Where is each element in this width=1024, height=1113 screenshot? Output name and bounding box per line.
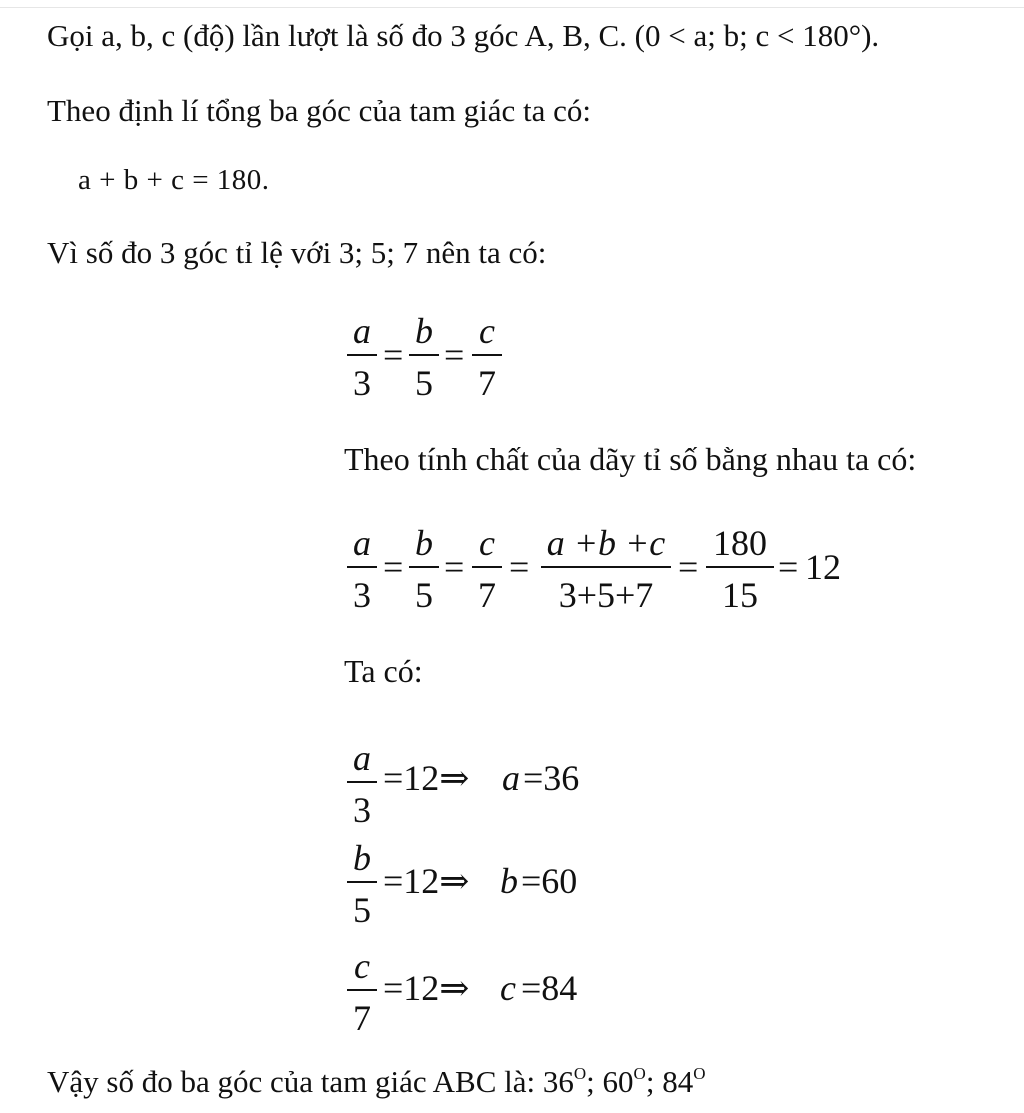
ta-co-label: Ta có:	[344, 653, 423, 689]
equals-sign: =	[383, 335, 404, 375]
numerator: a	[353, 738, 371, 778]
degree-mark: O	[573, 1064, 587, 1083]
numerator: c	[479, 523, 495, 563]
angle-c	[662, 1064, 705, 1099]
result-value: =84	[521, 968, 578, 1008]
numerator: b	[415, 523, 433, 563]
numerator: a	[353, 523, 371, 563]
fraction-bar	[541, 566, 671, 568]
denominator: 15	[722, 575, 758, 615]
degree-mark: O	[693, 1064, 706, 1083]
conclusion-line	[47, 1065, 705, 1097]
intro-line-1: Gọi a, b, c (độ) lần lượt là số đo 3 góc A, B, C. (0 < a; b; c < 180°).	[47, 18, 880, 53]
denominator: 5	[415, 363, 433, 403]
numerator: a	[353, 311, 371, 351]
chain-result: 12	[805, 547, 841, 587]
intro-line-2: Theo định lí tổng ba góc của tam giác ta có:	[47, 93, 592, 128]
degree-mark: O	[633, 1064, 646, 1083]
denominator: 5	[415, 575, 433, 615]
equals-sign: =	[509, 547, 530, 587]
fraction-bar	[706, 566, 774, 568]
conclusion-text: Vậy số đo ba góc của tam giác ABC là:	[47, 1064, 543, 1099]
equals-sign: =	[444, 335, 465, 375]
separator: ;	[645, 1064, 663, 1099]
equals-sign: =	[383, 547, 404, 587]
denominator: 5	[353, 890, 371, 930]
denominator: 7	[478, 363, 496, 403]
denominator: 7	[478, 575, 496, 615]
fraction-bar	[347, 989, 377, 991]
fraction-bar	[409, 354, 439, 356]
separator: ;	[586, 1064, 603, 1099]
implies-expression: =12⇒	[383, 758, 470, 798]
numerator: b	[353, 838, 371, 878]
equals-sign: =	[778, 547, 799, 587]
variable: b	[500, 861, 518, 901]
fraction-bar	[347, 354, 377, 356]
sum-equation: a + b + c = 180.	[78, 164, 270, 196]
equals-sign: =	[678, 547, 699, 587]
fraction-bar	[472, 566, 502, 568]
fraction-bar	[409, 566, 439, 568]
numerator: c	[354, 946, 370, 986]
numerator: c	[479, 311, 495, 351]
result-value: =36	[523, 758, 580, 798]
implies-expression: =12⇒	[383, 968, 470, 1008]
angle-value: 60	[602, 1064, 634, 1099]
implies-expression: =12⇒	[383, 861, 470, 901]
intro-line-3: Vì số đo 3 góc tỉ lệ với 3; 5; 7 nên ta có:	[47, 235, 547, 270]
denominator: 3+5+7	[558, 575, 654, 615]
fraction-bar	[347, 566, 377, 568]
top-divider	[0, 7, 1024, 8]
denominator: 3	[353, 363, 371, 403]
fraction-bar	[347, 781, 377, 783]
fraction-bar	[347, 881, 377, 883]
equals-sign: =	[444, 547, 465, 587]
variable: c	[500, 968, 516, 1008]
result-value: =60	[521, 861, 578, 901]
angle-value: 84	[662, 1064, 694, 1099]
angle-value: 36	[542, 1064, 574, 1099]
denominator: 3	[353, 790, 371, 830]
denominator: 3	[353, 575, 371, 615]
numerator: a +b +c	[546, 523, 666, 563]
property-text: Theo tính chất của dãy tỉ số bằng nhau ta có:	[344, 441, 917, 477]
fraction-bar	[472, 354, 502, 356]
variable: a	[502, 758, 520, 798]
angle-b	[603, 1064, 663, 1099]
numerator: 180	[713, 523, 767, 563]
angle-a	[543, 1064, 603, 1099]
numerator: b	[415, 311, 433, 351]
denominator: 7	[353, 998, 371, 1038]
